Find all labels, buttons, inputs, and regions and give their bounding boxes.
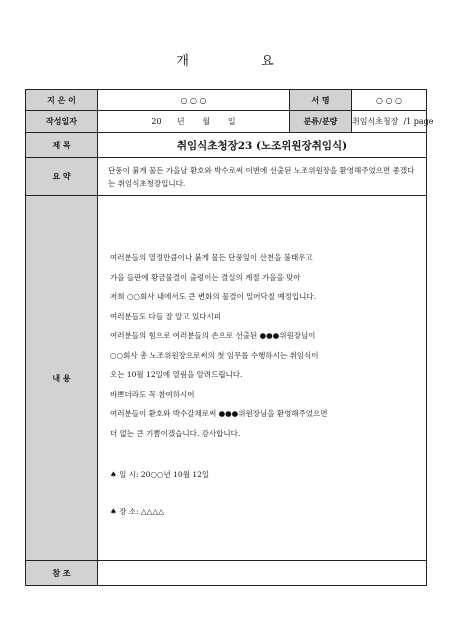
category-value: 취임식초청장 /1 page xyxy=(352,111,427,133)
content-line: 가을 들판에 황금물결이 출렁이는 결실의 계절 가을을 맞아 xyxy=(110,272,301,282)
signature-label: 서 명 xyxy=(290,90,352,111)
content-line: 오는 10월 12일에 열림을 알려드립니다. xyxy=(110,370,243,379)
content-body xyxy=(98,196,427,561)
event-date-line: ♠ 일 시: 20○○년 10월 12일 xyxy=(110,470,210,479)
subject-value: 취임식초청장23 (노조위원장취임식) xyxy=(98,133,427,158)
category-label: 분류/분량 xyxy=(290,111,352,133)
document-table xyxy=(25,89,434,586)
content-line: ○○회사 총 노조위원장으로써의 첫 임무를 수행하시는 취임식이 xyxy=(110,350,319,360)
subject-label: 제 목 xyxy=(26,133,98,158)
summary-label: 요 약 xyxy=(26,158,98,196)
content-line: 저희 ○○회사 내에서도 큰 변화의 물결이 밀어닥칠 예정입니다. xyxy=(110,292,317,301)
reference-label: 참 조 xyxy=(26,561,98,586)
content-label: 내 용 xyxy=(26,196,98,561)
reference-value xyxy=(98,561,427,586)
signature-value: ○ ○ ○ xyxy=(352,90,427,111)
event-place-line: ♠ 장 소: △△△△ xyxy=(110,506,164,516)
summary-value: 단풍이 붉게 물든 가을날 환호와 박수로써 이번에 선출된 노조위원장을 환영해주었으면 좋겠다는 취임식초청장입니다. xyxy=(98,158,427,196)
content-line: 여러분들의 열정만큼이나 붉게 물든 단풍잎이 산천을 불태우고 xyxy=(110,253,313,262)
document-title: 개 요 xyxy=(176,54,308,69)
author-value: ○ ○ ○ xyxy=(98,90,290,111)
author-label: 지 은 이 xyxy=(26,90,98,111)
content-line: 여러분들의 힘으로 여러분들의 손으로 선출된 ●●●위원장님이 xyxy=(110,331,316,340)
content-line: 여러분들이 환호와 박수갈채로써 ●●●위원장님을 환영해주었으면 xyxy=(110,409,328,418)
content-line: 여러분들도 다들 잘 알고 있다시피 xyxy=(110,311,221,321)
date-label: 작성일자 xyxy=(26,111,98,133)
content-line: 더 없는 큰 기쁨이겠습니다. 감사합니다. xyxy=(110,428,241,438)
date-value: 20 년 월 일 xyxy=(98,111,290,133)
content-line: 바쁘더라도 꼭 참여하시어 xyxy=(110,389,195,399)
